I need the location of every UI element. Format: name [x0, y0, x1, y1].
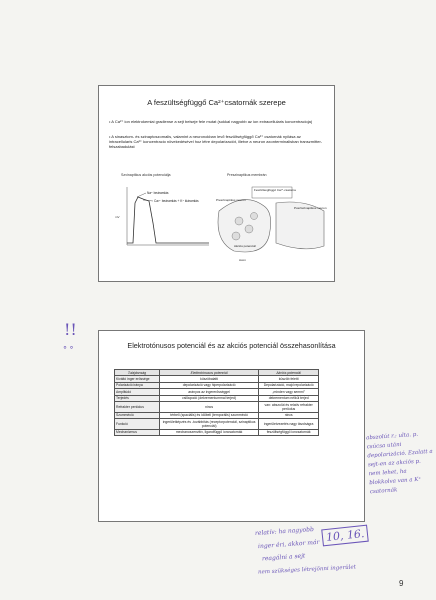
pre-neuron-label: Preszinaptikus neuron	[216, 198, 246, 202]
table-cell: nincs	[259, 412, 319, 418]
table-cell: Szumméció	[115, 412, 160, 418]
margin-note-right: abszolút r.: ulta. p. csúcsa utáni depolarizáció. Ezalatt a sejt-en az akciós p. nem lehet, ha blokkolva van a K⁺ csatornák	[365, 431, 433, 496]
slide2-title: Elektrotónusos potenciál és az akciós potenciál összehasonlítása	[127, 341, 336, 350]
slide1-bullet-1: • A Ca²⁺ ion elektrokemiai gradiense a sejt belseje fele mutat (sokkal nagyobb az ion extracellularis koncentracioja)	[109, 119, 313, 124]
table-cell: küszöbalatti	[159, 376, 258, 382]
graph-legend-2: Ca²⁺ beáramlás + K⁺ kiáramlás	[154, 199, 199, 203]
slide-potential-comparison	[98, 330, 365, 522]
bottom-note-4: nem szükséges létrejönni ingerület	[257, 564, 357, 576]
graph-ylabel: mV	[115, 215, 120, 219]
slide1-bullet-2: • A sinasztom- és szinaptoszomalis, valamint a neuronokban levő feszültségfüggő Ca²⁺ csatornák nyílása az intracellularis Ca²⁺ koncentracio növekedésével hoz létre depolarizaciót, illetve a neuron axonterminalisban transzmitter-felszabadulást	[109, 134, 323, 149]
table-row	[115, 418, 319, 429]
channel-label: Feszültségfüggő Ca²⁺-csatorna	[254, 188, 296, 192]
table-cell: arányos az ingererősséggel	[159, 389, 258, 395]
bottom-note-3: reagálni a sejt	[261, 552, 306, 563]
table-cell: térbeli (spaciális) és időbeli (temporális) szumméció	[159, 412, 258, 418]
ap-label: Akciós potenciál	[234, 244, 256, 248]
bottom-note-2: inger éri, akkor már	[257, 538, 320, 551]
table-cell: Polarizáció iránya	[115, 382, 160, 388]
table-cell: feszültségfüggő ioncsatornák	[259, 429, 319, 435]
table-cell: Terjedés	[115, 395, 160, 401]
post-neuron-label: Posztszinaptikus neuron	[294, 206, 327, 210]
table-cell: ingerületképzés és -továbbítás (receptorpotenciál, szinaptikus potenciál)	[159, 418, 258, 429]
graph-legend-1: Na⁺ beáramlás	[147, 191, 169, 195]
axon-label: Axon	[239, 258, 246, 262]
table-cell: van: abszolút és relatív refrakter periódus	[259, 401, 319, 412]
table-cell: Depolarizáció, majd repolarizáció	[259, 382, 319, 388]
slide1-title: A feszültségfüggő Ca²⁺csatornák szerepe	[147, 98, 286, 107]
table-cell: „minden vagy semmi"	[259, 389, 319, 395]
table-cell: dekrementum nélkül terjed	[259, 395, 319, 401]
slide-calcium-channels	[98, 85, 335, 282]
table-row	[115, 429, 319, 435]
bottom-note-1: relatív: ha nagyobb	[254, 525, 315, 538]
table-cell: csillapodó (dekrementummal terjed)	[159, 395, 258, 401]
table-cell: mechanoszenzitív, ligandfüggő ioncsatornák	[159, 429, 258, 435]
table-header: Akciós potenciál	[259, 370, 319, 376]
table-row	[115, 401, 319, 412]
table-header: Elektrotónusos potenciál	[159, 370, 258, 376]
page-number: 9	[399, 579, 404, 588]
table-header: Tulajdonság	[115, 370, 160, 376]
table-cell: Funkció	[115, 418, 160, 429]
table-cell: Mechanizmus	[115, 429, 160, 435]
diagram-caption: Preszinaptikus membrán	[227, 173, 267, 177]
boxed-note: 10, 16.	[321, 525, 369, 547]
graph-caption: Szvinaptikus akciós potenciálja	[121, 173, 171, 177]
table-cell: Amplitúdó	[115, 389, 160, 395]
table-cell: ingerületvezetés nagy távolságra	[259, 418, 319, 429]
table-cell: depolarizáció vagy hiperpolarizáció	[159, 382, 258, 388]
table-cell: Kiváltó inger erőssége	[115, 376, 160, 382]
table-cell: nincs	[159, 401, 258, 412]
table-cell: Refrakter periódus	[115, 401, 160, 412]
exclamation-mark: !!	[64, 320, 77, 339]
margin-dots: ° °	[63, 345, 74, 354]
comparison-table	[114, 369, 319, 436]
action-potential-graph	[113, 183, 213, 258]
table-cell: küszöb feletti	[259, 376, 319, 382]
synapse-diagram	[214, 181, 329, 266]
